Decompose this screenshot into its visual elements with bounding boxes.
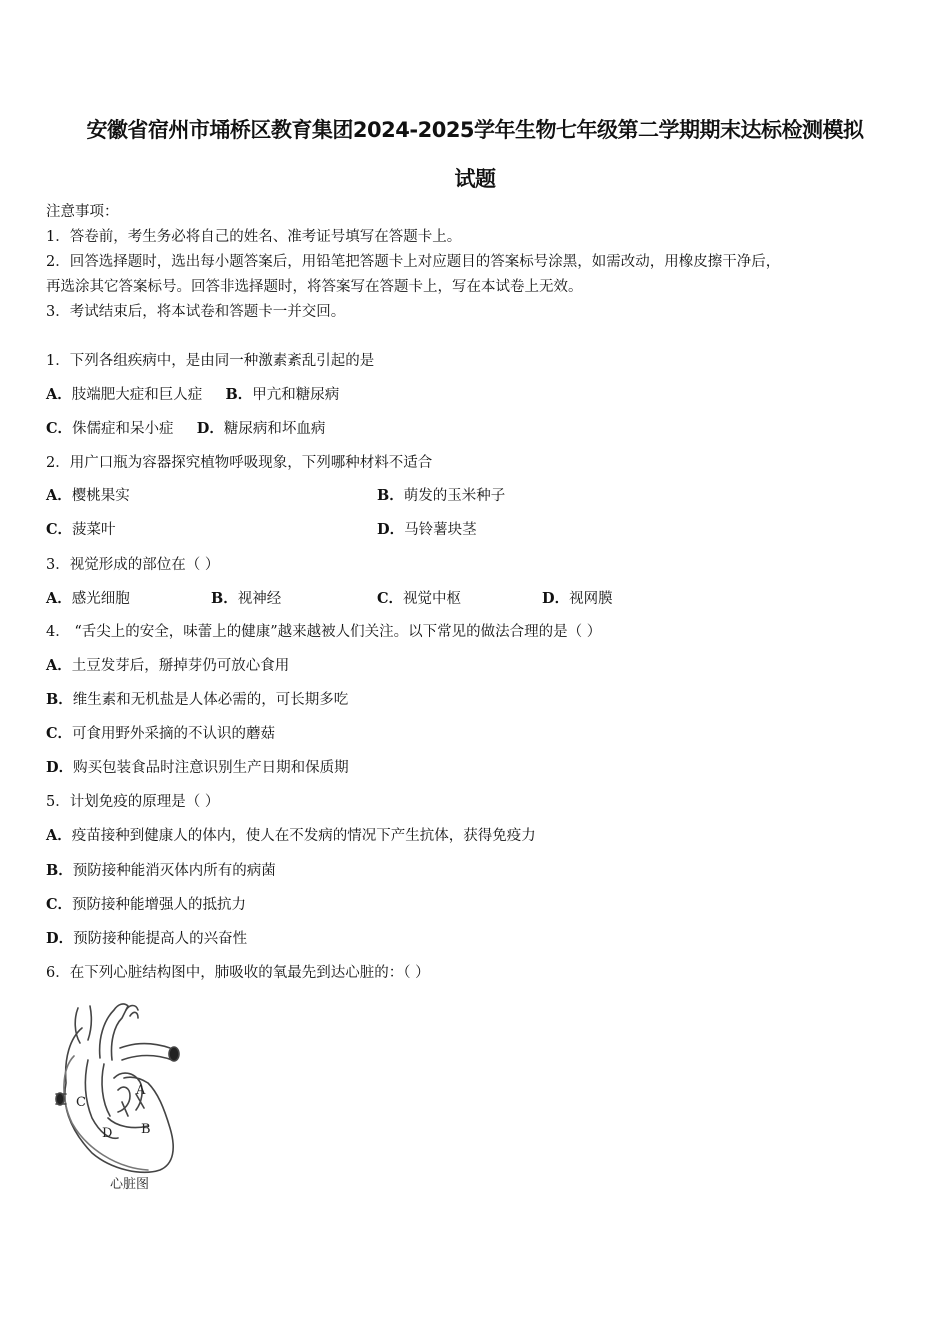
question-4-option-c (46, 724, 275, 744)
aortic-arch (100, 1004, 128, 1060)
question-2-option-c (46, 520, 116, 540)
option-label: C． (46, 896, 73, 913)
option-text: 预防接种能增强人的抵抗力 (72, 897, 247, 913)
question-5-option-c (46, 895, 246, 915)
question-4-option-d (46, 758, 349, 778)
question-3-option-d (542, 589, 613, 609)
question-4-option-a (46, 656, 289, 676)
option-text: 马铃薯块茎 (404, 522, 477, 538)
option-text: 萌发的玉米种子 (403, 488, 506, 504)
question-5-stem: 5．计划免疫的原理是（ ） (46, 794, 220, 810)
option-label: B． (377, 487, 404, 504)
option-text: 疫苗接种到健康人的体内，使人在不发病的情况下产生抗体，获得免疫力 (71, 828, 536, 844)
option-text: 视网膜 (569, 591, 613, 607)
note-item-2: 2．回答选择题时，选出每小题答案后，用铅笔把答题卡上对应题目的答案标号涂黑，如需改动，用橡皮擦干净后， (46, 254, 781, 270)
question-4-stem: 4． “舌尖上的安全，味蕾上的健康”越来越被人们关注。以下常见的做法合理的是（ ） (46, 624, 602, 640)
heart-diagram-figure (52, 998, 192, 1193)
heart-label-d: D (102, 1126, 113, 1141)
option-label: C． (46, 420, 73, 437)
question-5-option-a (46, 826, 536, 846)
question-3-option-c (377, 589, 461, 609)
option-text: 预防接种能提高人的兴奋性 (73, 931, 248, 947)
option-label: A． (46, 386, 72, 403)
question-2-option-a (46, 486, 130, 506)
question-1-stem: 1．下列各组疾病中，是由同一种激素紊乱引起的是 (46, 353, 375, 369)
option-text: 侏儒症和呆小症 (72, 421, 174, 437)
option-text: 预防接种能消灭体内所有的病菌 (72, 863, 276, 879)
notes-heading: 注意事项： (46, 204, 119, 220)
option-label: B． (211, 590, 238, 607)
question-4-option-b (46, 690, 348, 710)
option-text: 土豆发芽后，掰掉芽仍可放心食用 (71, 658, 290, 674)
question-2-stem: 2．用广口瓶为容器探究植物呼吸现象，下列哪种材料不适合 (46, 455, 433, 471)
heart-label-b: B (141, 1122, 151, 1137)
question-3-option-b (211, 589, 281, 609)
option-label: C． (377, 590, 404, 607)
heart-label-c: C (76, 1095, 86, 1110)
heart-label-a: A (136, 1083, 146, 1098)
vena-cava (75, 1006, 91, 1043)
option-text: 菠菜叶 (72, 522, 116, 538)
question-2-option-d (377, 520, 477, 540)
option-label: A． (46, 590, 72, 607)
question-1-options-row-2 (46, 419, 325, 439)
exam-title-line-1: 安徽省宿州市埇桥区教育集团2024-2025学年生物七年级第二学期期末达标检测模拟 (86, 118, 864, 142)
question-1-options-row-1 (46, 385, 339, 405)
question-5-option-d (46, 929, 247, 949)
note-item-1: 1．答卷前，考生务必将自己的姓名、准考证号填写在答题卡上。 (46, 229, 462, 245)
option-label: C． (46, 521, 73, 538)
note-item-2-continued: 再选涂其它答案标号。回答非选择题时，将答案写在答题卡上，写在本试卷上无效。 (46, 279, 583, 295)
option-label: D． (377, 521, 405, 538)
option-text: 购买包装食品时注意识别生产日期和保质期 (73, 760, 349, 776)
note-item-3: 3．考试结束后，将本试卷和答题卡一并交回。 (46, 304, 346, 320)
option-label: B． (46, 862, 73, 879)
option-text: 感光细胞 (71, 591, 130, 607)
option-label: D． (196, 420, 224, 437)
heart-figure-caption: 心脏图 (110, 1177, 150, 1192)
option-text: 肢端肥大症和巨人症 (71, 387, 203, 403)
pulmonary-artery (120, 1044, 172, 1061)
question-6-stem: 6．在下列心脏结构图中，肺吸收的氧最先到达心脏的：（ ） (46, 965, 430, 981)
question-5-option-b (46, 861, 276, 881)
option-label: B． (225, 386, 253, 403)
question-3-stem: 3．视觉形成的部位在（ ） (46, 557, 220, 573)
option-label: D． (46, 930, 74, 947)
option-text: 视神经 (237, 591, 282, 607)
question-3-option-a (46, 589, 130, 609)
option-label: A． (46, 657, 72, 674)
option-text: 甲亢和糖尿病 (252, 387, 340, 403)
question-2-option-b (377, 486, 505, 506)
option-label: D． (46, 759, 74, 776)
option-text: 维生素和无机盐是人体必需的，可长期多吃 (72, 692, 349, 708)
option-label: C． (46, 725, 73, 742)
option-label: A． (46, 827, 72, 844)
option-label: D． (542, 590, 570, 607)
option-text: 樱桃果实 (71, 488, 130, 504)
option-label: A． (46, 487, 72, 504)
option-text: 视觉中枢 (403, 591, 462, 607)
option-text: 糖尿病和坏血病 (223, 421, 326, 437)
option-text: 可食用野外采摘的不认识的蘑菇 (72, 726, 276, 742)
option-label: B． (46, 691, 73, 708)
exam-title-line-2: 试题 (454, 167, 496, 191)
